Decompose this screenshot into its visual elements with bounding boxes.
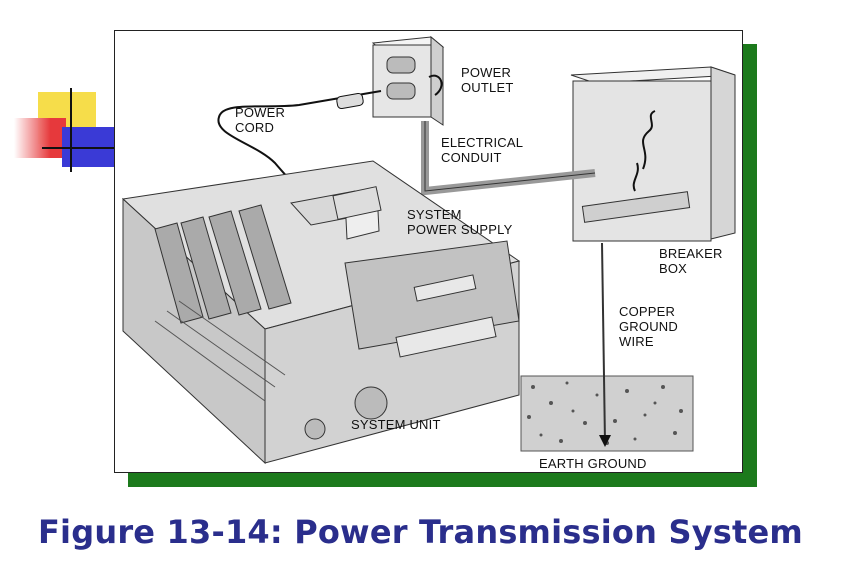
figure-frame: [114, 30, 743, 473]
power-outlet-drawing: [373, 37, 443, 125]
power-system-illustration: [115, 31, 744, 474]
label-breaker-box: BREAKER BOX: [659, 246, 723, 276]
label-system-power-supply: SYSTEM POWER SUPPLY: [407, 207, 513, 237]
decor-vertical-line: [70, 88, 72, 172]
label-system-unit: SYSTEM UNIT: [351, 417, 441, 432]
decor-horizontal-line: [42, 147, 116, 149]
breaker-box-drawing: [571, 67, 735, 241]
label-power-cord: POWER CORD: [235, 105, 286, 135]
figure-caption: Figure 13-14: Power Transmission System: [38, 513, 803, 551]
decor-red-square: [14, 118, 66, 158]
label-earth-ground: EARTH GROUND: [539, 456, 647, 471]
label-power-outlet: POWER OUTLET: [461, 65, 514, 95]
label-electrical-conduit: ELECTRICAL CONDUIT: [441, 135, 524, 165]
label-copper-ground-wire: COPPER GROUND WIRE: [619, 304, 678, 349]
